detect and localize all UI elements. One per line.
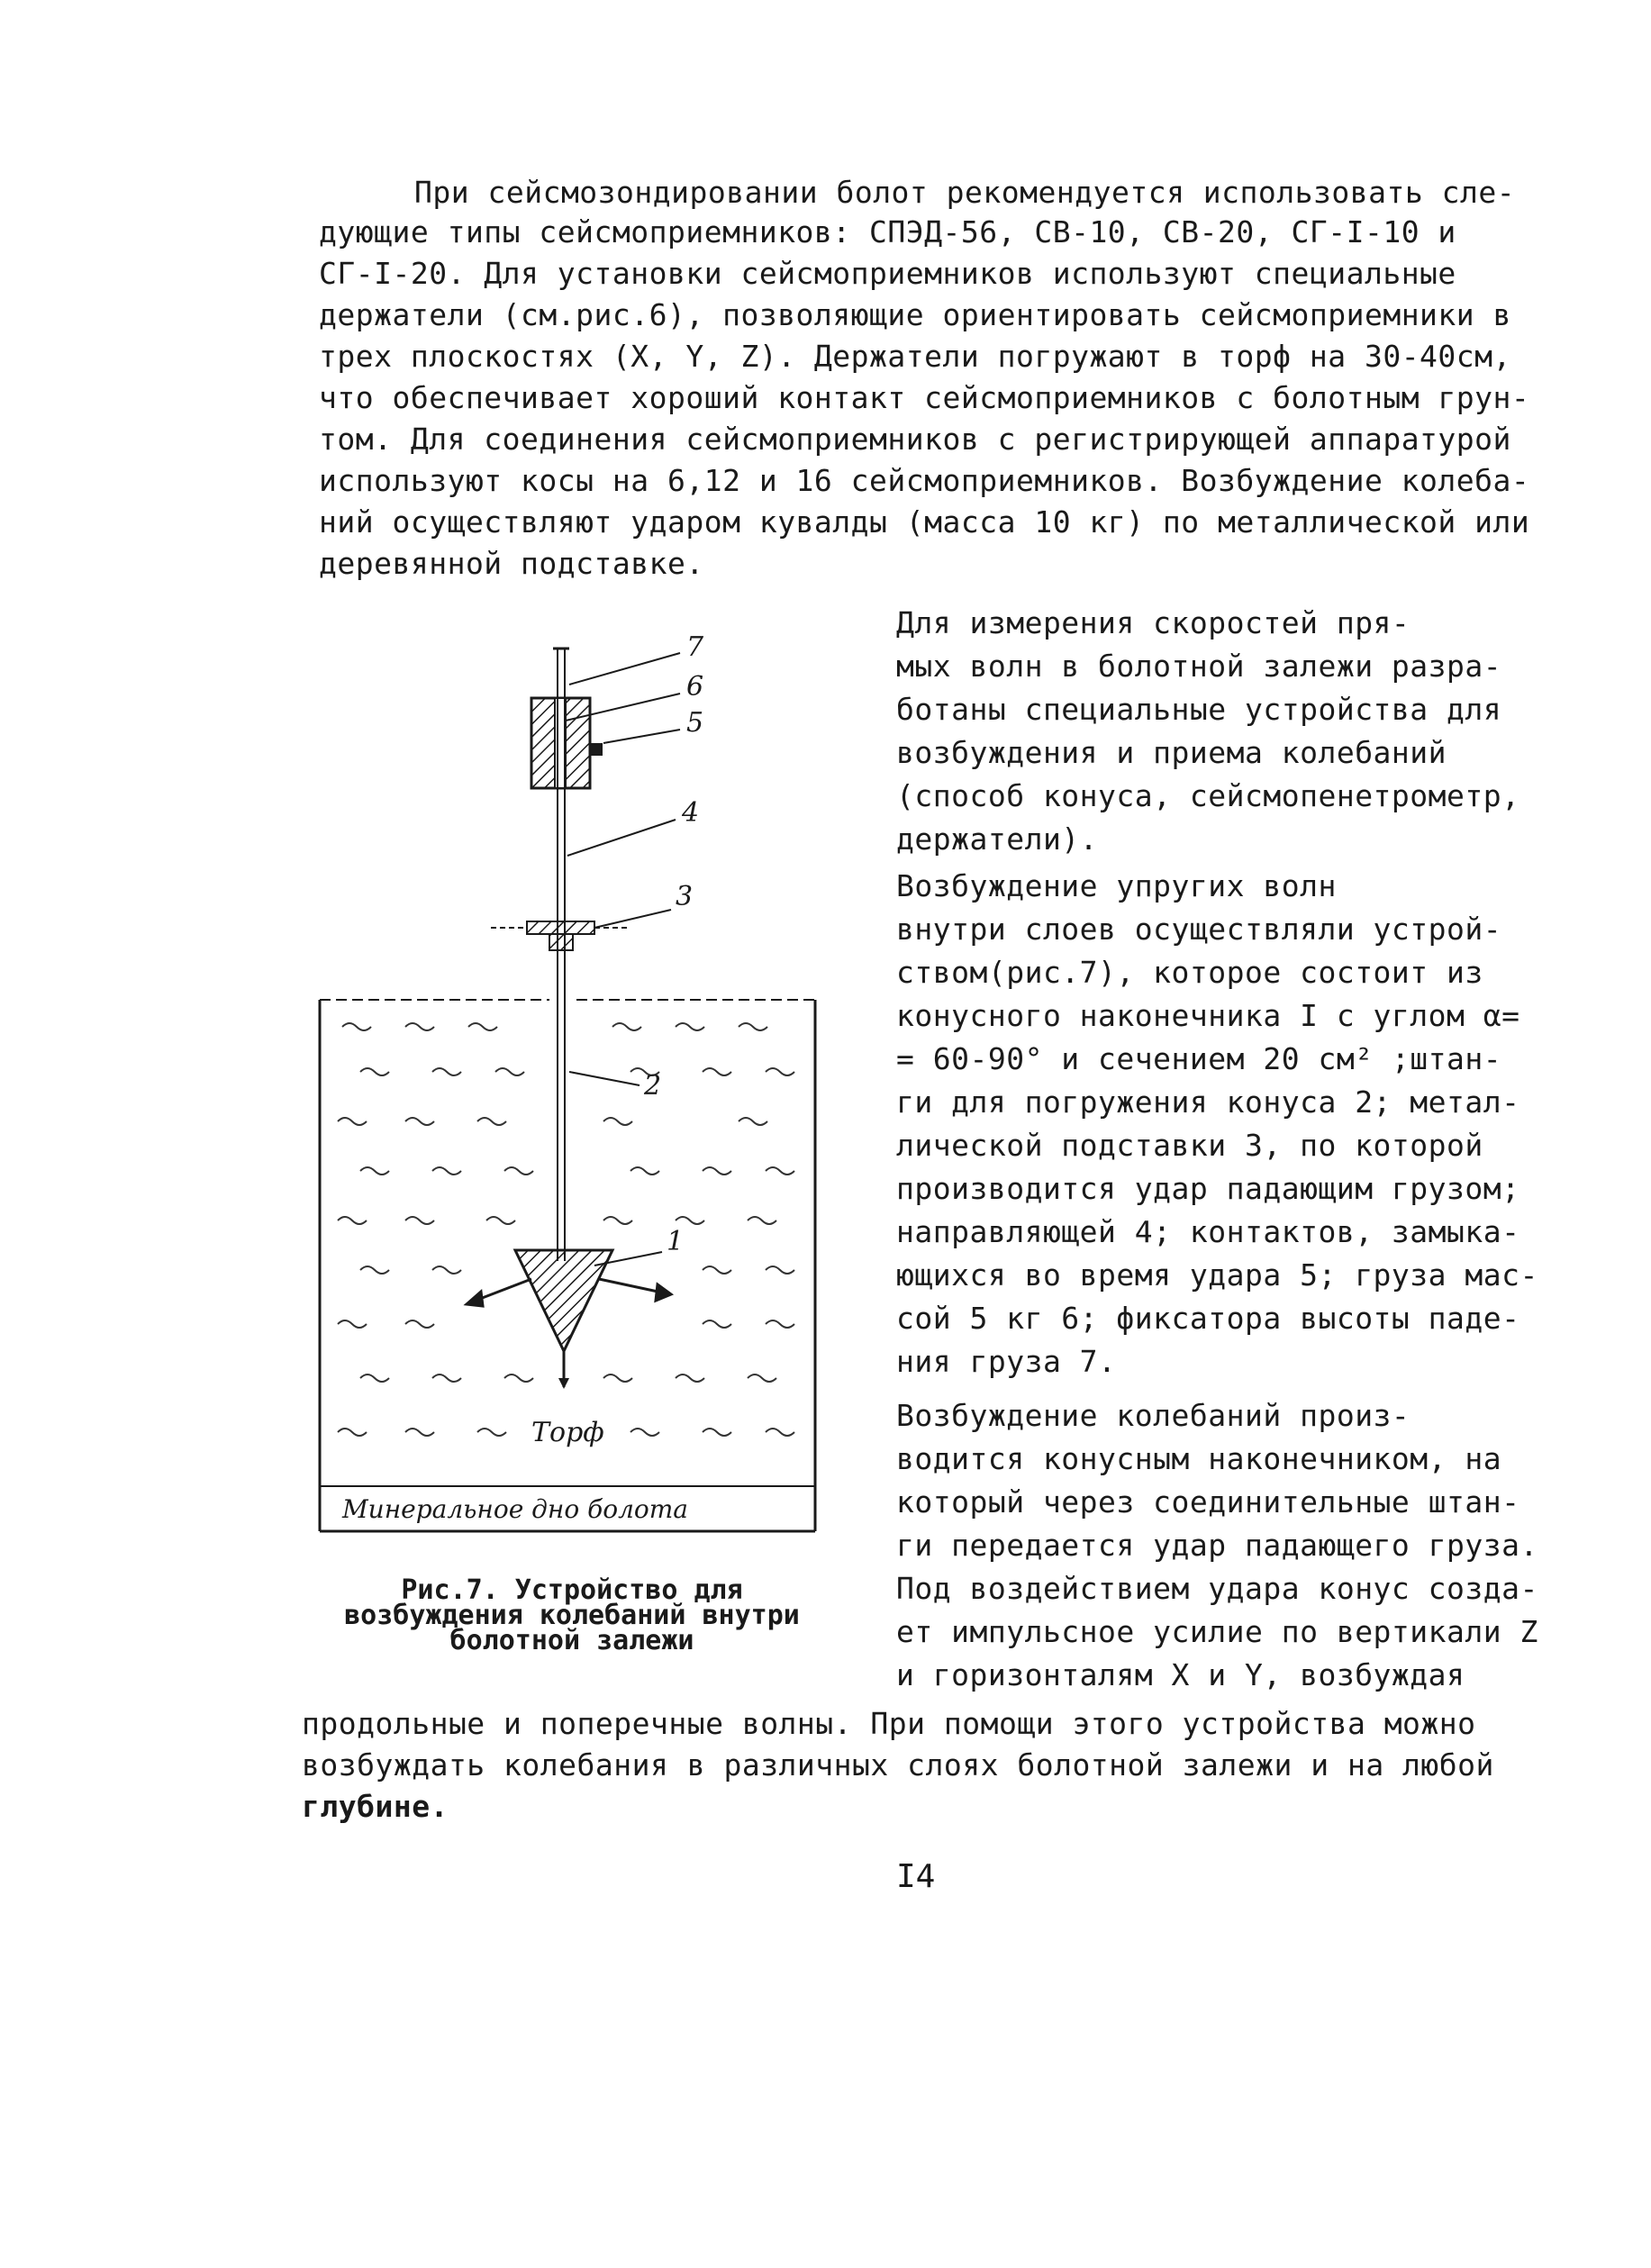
right-column-line-6: держатели). [896, 821, 1099, 857]
label-1: 1 [667, 1226, 685, 1257]
right-column-line-25: и горизонталям X и Y, возбуждая [896, 1657, 1465, 1692]
right-column-line-4: возбуждения и приема колебаний [896, 735, 1447, 770]
label-2: 2 [644, 1070, 662, 1102]
figure-caption-line-1: Рис.7. Устройство для [401, 1574, 743, 1606]
paragraph-1-line-1: При сейсмозондировании болот рекомендуется использовать сле- [414, 175, 1516, 210]
right-column-line-16: ющихся во время удара 5; груза мас- [896, 1257, 1538, 1293]
label-6: 6 [686, 671, 704, 703]
paragraph-1-line-4: держатели (см.рис.6), позволяющие ориентировать сейсмоприемники в [319, 297, 1511, 332]
right-column-line-21: который через соединительные штан- [896, 1484, 1520, 1520]
right-column-line-15: направляющей 4; контактов, замыка- [896, 1214, 1520, 1249]
right-column-line-19: Возбуждение колебаний произ- [896, 1398, 1411, 1433]
right-column-line-24: ет импульсное усилие по вертикали Z [896, 1614, 1538, 1649]
figure-7-diagram [306, 631, 865, 1540]
closing-line-3: глубине. [302, 1789, 449, 1824]
mineral-bottom-label: Минеральное дно болота [342, 1494, 689, 1524]
falling-weight [531, 698, 603, 788]
figure-caption-line-2: возбуждения колебаний внутри [344, 1600, 800, 1631]
label-3: 3 [676, 881, 694, 912]
peat-label: Торф [531, 1417, 604, 1448]
right-column-line-18: ния груза 7. [896, 1344, 1117, 1379]
right-column-line-9: ством(рис.7), которое состоит из [896, 955, 1483, 990]
right-column-line-17: сой 5 кг 6; фиксатора высоты паде- [896, 1301, 1520, 1336]
right-column-line-20: водится конусным наконечником, на [896, 1441, 1502, 1476]
paragraph-1-line-8: используют косы на 6,12 и 16 сейсмоприемников. Возбуждение колеба- [319, 463, 1530, 498]
page-number: I4 [896, 1858, 936, 1895]
peat-texture [338, 1023, 794, 1436]
right-column-line-12: ги для погружения конуса 2; метал- [896, 1084, 1520, 1120]
right-column-line-11: = 60-90° и сечением 20 см² ;штан- [896, 1041, 1502, 1076]
right-column-line-22: ги передается удар падающего груза. [896, 1528, 1538, 1563]
right-column-line-5: (способ конуса, сейсмопенетрометр, [896, 778, 1520, 813]
paragraph-1-line-5: трех плоскостях (X, Y, Z). Держатели погружают в торф на 30-40см, [319, 339, 1511, 374]
closing-line-1: продольные и поперечные волны. При помощи этого устройства можно [302, 1706, 1476, 1741]
cone-tip [515, 1250, 612, 1389]
right-column-line-3: ботаны специальные устройства для [896, 692, 1502, 727]
right-column-line-8: внутри слоев осуществляли устрой- [896, 912, 1502, 947]
label-5: 5 [686, 707, 704, 739]
figure-caption-line-3: болотной залежи [449, 1625, 694, 1656]
paragraph-1-line-6: что обеспечивает хороший контакт сейсмоприемников с болотным грун- [319, 380, 1530, 415]
paragraph-1-line-3: СГ-I-20. Для установки сейсмоприемников используют специальные [319, 256, 1456, 291]
paragraph-1-line-9: ний осуществляют ударом кувалды (масса 10 кг) по металлической или [319, 504, 1530, 540]
closing-line-2: возбуждать колебания в различных слоях болотной залежи и на любой [302, 1747, 1494, 1783]
right-column-line-13: лической подставки 3, по которой [896, 1128, 1483, 1163]
right-column-line-23: Под воздействием удара конус созда- [896, 1571, 1538, 1606]
paragraph-1-line-10: деревянной подставке. [319, 546, 704, 581]
right-column-line-14: производится удар падающим грузом; [896, 1171, 1520, 1206]
right-column-line-10: конусного наконечника I с углом α= [896, 998, 1520, 1033]
paragraph-1-line-2: дующие типы сейсмоприемников: СПЭД-56, СВ-10, СВ-20, СГ-I-10 и [319, 214, 1456, 249]
right-column-line-2: мых волн в болотной залежи разра- [896, 649, 1502, 684]
right-column-line-1: Для измерения скоростей пря- [896, 605, 1411, 640]
paragraph-1-line-7: том. Для соединения сейсмоприемников с регистрирующей аппаратурой [319, 422, 1511, 457]
label-4: 4 [682, 797, 700, 829]
label-7: 7 [686, 631, 704, 663]
right-column-line-7: Возбуждение упругих волн [896, 868, 1337, 903]
metal-anvil [491, 921, 630, 950]
